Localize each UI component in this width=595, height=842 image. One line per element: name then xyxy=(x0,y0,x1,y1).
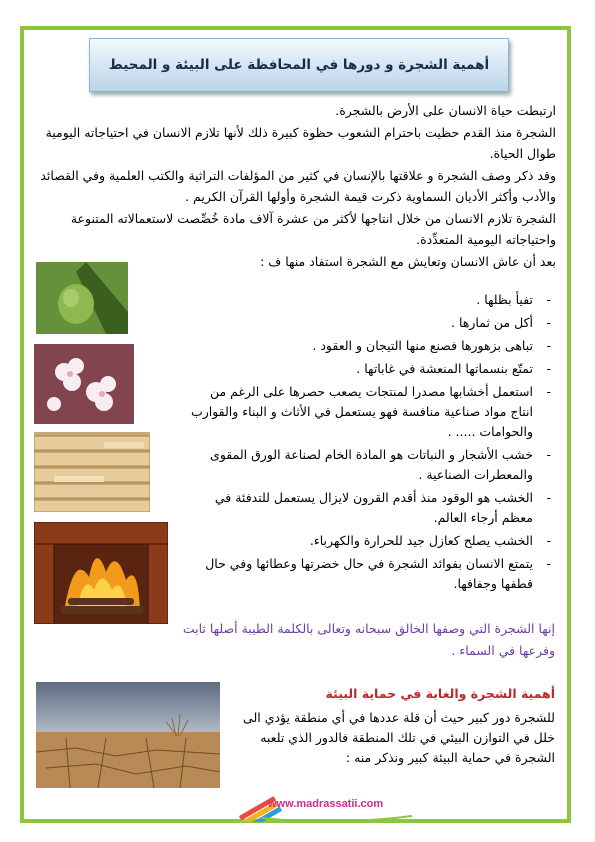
dry-land-image xyxy=(36,682,220,788)
fig-fruit-image xyxy=(36,262,128,334)
flowers-image xyxy=(34,344,134,424)
site-url: www.madrassatii.com xyxy=(268,798,384,810)
intro-paragraph: بعد أن عاش الانسان وتعايش مع الشجرة استفاد منها ف : xyxy=(260,253,556,269)
intro-text xyxy=(32,100,556,272)
page-title: أهمية الشجرة و دورها في المحافظة على البيئة و المحيط xyxy=(108,57,490,73)
intro-paragraph: الشجرة تلازم الانسان من خلال انتاجها لأكثر من عشرة آلاف مادة خُصِّصت لاستعمالاته المتنوعة واحتياجاته اليومية المتعدِّدة. xyxy=(70,210,556,247)
list-item: - خشب الأشجار و النباتات هو المادة الخام لصناعة الورق المقوى والمعطرات الصناعية . xyxy=(185,445,555,485)
list-item: - تمتّع بنسماتها المنعشة في غاباتها . xyxy=(185,359,555,379)
list-item: - تباهى بزهورها فصنع منها التيجان و العقود . xyxy=(185,336,555,356)
timber-image xyxy=(34,432,150,512)
section-heading: أهمية الشجرة والغابة في حماية البيئة xyxy=(325,686,555,701)
fireplace-image xyxy=(34,522,168,624)
site-logo xyxy=(232,782,432,822)
closing-paragraph: للشجرة دور كبير حيث أن قلة عددها في أي منطقة يؤدي الى خلل في التوازن البيئي في تلك المنطقة فالدور الذي تلعبه الشجرة في حماية البيئة كبير ونذكر منه : xyxy=(243,710,555,765)
list-item: - الخشب هو الوقود منذ أقدم القرون لايزال يستعمل للتدفئة في معظم أرجاء العالم. xyxy=(185,488,555,528)
list-item: - استعمل أخشابها مصدرا لمنتجات يصعب حصرها على الرغم من انتاج مواد صناعية منافسة فهو يستعمل في الأثاث و البناء والقوارب والحوامات ..... . xyxy=(185,382,555,442)
title-banner xyxy=(89,38,509,92)
list-item: - يتمتع الانسان بفوائد الشجرة في حال خضرتها وعطائها وفي حال قطفها وجفافها. xyxy=(185,554,555,594)
list-item: - أكل من ثمارها . xyxy=(185,313,555,333)
intro-paragraph: ارتبطت حياة الانسان على الأرض بالشجرة. xyxy=(335,103,556,118)
intro-paragraph: وقد ذكر وصف الشجرة و علاقتها بالإنسان في كثير من المؤلفات التراثية والكتب العلمية وفي القصائد والأدب وأكثر الأديان السماوية ذكرت قيمة الشجرة وأولها القرآن الكريم . xyxy=(40,167,556,204)
quran-quote: إنها الشجرة التي وصفها الخالق سبحانه وتعالى بالكلمة الطيبة أصلها ثابت وفرعها في السماء . xyxy=(182,621,555,658)
list-item: - تفيأ بظلها . xyxy=(185,290,555,310)
intro-paragraph: الشجرة منذ القدم حظيت باحترام الشعوب حظوة كبيرة ذلك لأنها تلازم الانسان في احتياجاته اليومية طوال الحياة. xyxy=(45,124,556,161)
list-item: - الخشب يصلح كعازل جيد للحرارة والكهرباء. xyxy=(185,531,555,551)
benefits-list xyxy=(185,290,555,597)
